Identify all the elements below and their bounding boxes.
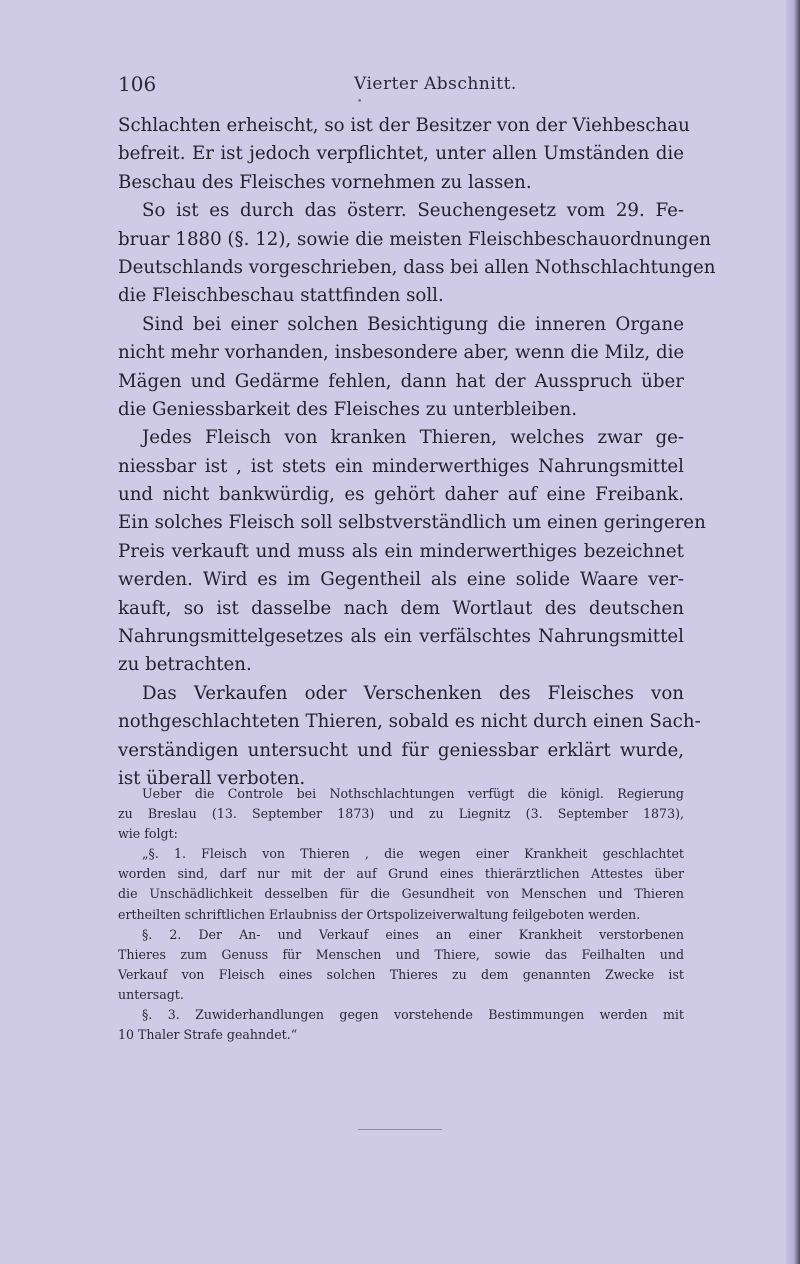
text-line: nothgeschlachteten Thieren, sobald es nicht durch einen Sach- [118, 711, 701, 733]
note-line: untersagt. [118, 986, 184, 1002]
note-line: §. 3. Zuwiderhandlungen gegen vorstehende Bestimmungen werden mit [142, 1007, 684, 1023]
text-line: nicht mehr vorhanden, insbesondere aber, wenn die Milz, die [118, 342, 685, 364]
note-line: „§. 1. Fleisch von Thieren , die wegen einer Krankheit geschlachtet [142, 846, 684, 862]
page-header [118, 72, 678, 107]
text-line: Jedes Fleisch von kranken Thieren, welches zwar ge- [142, 427, 684, 449]
text-line: So ist es durch das österr. Seuchengesetz vom 29. Fe- [142, 200, 684, 222]
text-line: und nicht bankwürdig, es gehört daher auf eine Freibank. [118, 484, 684, 506]
page-number: 106 [118, 72, 157, 96]
text-line: Ein solches Fleisch soll selbstverständlich um einen geringeren [118, 512, 706, 534]
note-line: Verkauf von Fleisch eines solchen Thieres zu dem genannten Zwecke ist [118, 966, 684, 982]
text-line: ist überall verboten. [118, 767, 306, 789]
note-line: Ueber die Controle bei Nothschlachtungen verfügt die königl. Regierung [142, 786, 684, 801]
header-ornament: • [357, 97, 363, 107]
note-line: ertheilten schriftlichen Erlaubniss der Ortspolizeiverwaltung feilgeboten werden. [118, 906, 641, 922]
text-line: die Fleischbeschau stattfinden soll. [118, 285, 444, 307]
text-line: Das Verkaufen oder Verschenken des Fleisches von [142, 682, 684, 704]
text-line: befreit. Er ist jedoch verpflichtet, unter allen Umständen die [118, 143, 684, 165]
text-line: Nahrungsmittelgesetzes als ein verfälschtes Nahrungsmittel [118, 626, 684, 648]
note-line: zu Breslau (13. September 1873) und zu Liegnitz (3. September 1873), [118, 806, 684, 822]
footnote-text [118, 784, 684, 1045]
page-edge-shadow [786, 0, 800, 1264]
note-line: wie folgt: [118, 826, 178, 842]
text-line: kauft, so ist dasselbe nach dem Wortlaut des deutschen [118, 597, 684, 619]
text-line: zu betrachten. [118, 654, 252, 676]
text-line: Deutschlands vorgeschrieben, dass bei allen Nothschlachtungen [118, 256, 716, 278]
text-line: Mägen und Gedärme fehlen, dann hat der Ausspruch über [118, 370, 684, 392]
text-line: verständigen untersucht und für geniessbar erklärt wurde, [118, 739, 684, 761]
note-line: 10 Thaler Strafe geahndet.“ [118, 1027, 298, 1043]
text-line: Schlachten erheischt, so ist der Besitzer von der Viehbeschau [118, 115, 690, 136]
text-line: Beschau des Fleisches vornehmen zu lassen. [118, 171, 532, 193]
text-line: Preis verkauft und muss als ein minderwerthiges bezeichnet [118, 540, 684, 562]
text-line: werden. Wird es im Gegentheil als eine solide Waare ver- [118, 569, 684, 591]
running-head: Vierter Abschnitt. [354, 74, 517, 94]
note-line: worden sind, darf nur mit der auf Grund eines thierärztlichen Attestes über [118, 866, 684, 882]
main-text [118, 112, 716, 793]
note-line: §. 2. Der An- und Verkauf eines an einer Krankheit verstorbenen [142, 926, 684, 942]
text-line: die Geniessbarkeit des Fleisches zu unterbleiben. [118, 398, 577, 420]
text-line: niessbar ist , ist stets ein minderwerthiges Nahrungsmittel [118, 455, 684, 477]
note-line: Thieres zum Genuss für Menschen und Thiere, sowie das Feilhalten und [118, 946, 684, 962]
end-rule [358, 1129, 442, 1130]
note-line: die Unschädlichkeit desselben für die Gesundheit von Menschen und Thieren [118, 886, 684, 902]
text-line: bruar 1880 (§. 12), sowie die meisten Fleischbeschauordnungen [118, 228, 711, 250]
text-line: Sind bei einer solchen Besichtigung die inneren Organe [142, 313, 684, 335]
